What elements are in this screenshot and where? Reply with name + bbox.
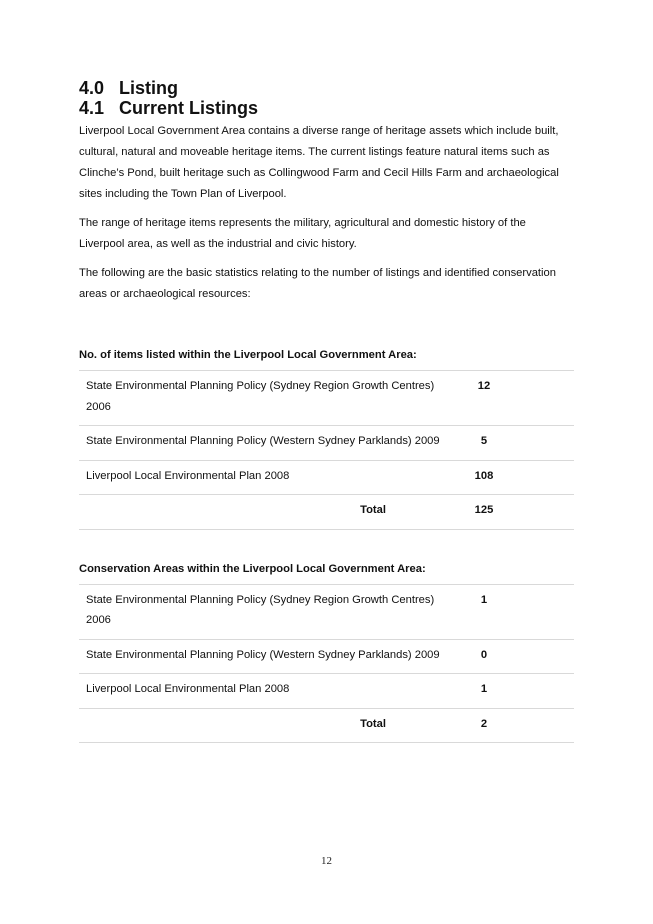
row-label: Liverpool Local Environmental Plan 2008	[79, 674, 446, 709]
table-row	[79, 639, 574, 674]
statistics-paragraph: The following are the basic statistics relating to the number of listings and identified conservation areas or archaeological resources:	[79, 267, 556, 300]
row-value: 5	[446, 426, 574, 461]
conservation-table-title: Conservation Areas within the Liverpool Local Government Area:	[79, 562, 426, 575]
history-paragraph: The range of heritage items represents the military, agricultural and domestic history of the Liverpool area, as well as the industrial and civic history.	[79, 217, 526, 250]
row-label: State Environmental Planning Policy (Western Sydney Parklands) 2009	[79, 639, 446, 674]
table-row	[79, 426, 574, 461]
row-label: State Environmental Planning Policy (Western Sydney Parklands) 2009	[79, 426, 446, 461]
items-table	[79, 370, 574, 530]
total-label: Total	[79, 708, 446, 743]
row-value: 12	[446, 371, 574, 426]
row-label: Liverpool Local Environmental Plan 2008	[79, 460, 446, 495]
intro-paragraph: Liverpool Local Government Area contains a diverse range of heritage assets which include built, cultural, natural and moveable heritage items. The current listings feature natural items such as Clinche’s Pond, built heritage such as Collingwood Farm and Cecil Hills Farm and archaeological sites including the Town Plan of Liverpool.	[79, 125, 559, 200]
conservation-table	[79, 584, 574, 744]
row-label: State Environmental Planning Policy (Sydney Region Growth Centres) 2006	[79, 371, 446, 426]
row-value: 1	[446, 674, 574, 709]
heading-listing-number: 4.0	[79, 78, 105, 98]
page-number: 12	[321, 855, 332, 867]
heading-current-listings-number: 4.1	[79, 98, 105, 118]
total-row	[79, 495, 574, 530]
row-value: 108	[446, 460, 574, 495]
page-content	[79, 78, 574, 743]
heading-listing	[79, 78, 574, 98]
row-value: 1	[446, 584, 574, 639]
heading-current-listings-text: Current Listings	[119, 98, 259, 118]
total-label: Total	[79, 495, 446, 530]
table-row	[79, 371, 574, 426]
row-label: State Environmental Planning Policy (Sydney Region Growth Centres) 2006	[79, 584, 446, 639]
total-value: 125	[446, 495, 574, 530]
heading-listing-text: Listing	[119, 78, 178, 98]
items-table-title: No. of items listed within the Liverpool Local Government Area:	[79, 349, 417, 361]
total-row	[79, 708, 574, 743]
table-row	[79, 460, 574, 495]
table-row	[79, 674, 574, 709]
table-row	[79, 584, 574, 639]
heading-current-listings	[79, 98, 574, 118]
total-value: 2	[446, 708, 574, 743]
row-value: 0	[446, 639, 574, 674]
